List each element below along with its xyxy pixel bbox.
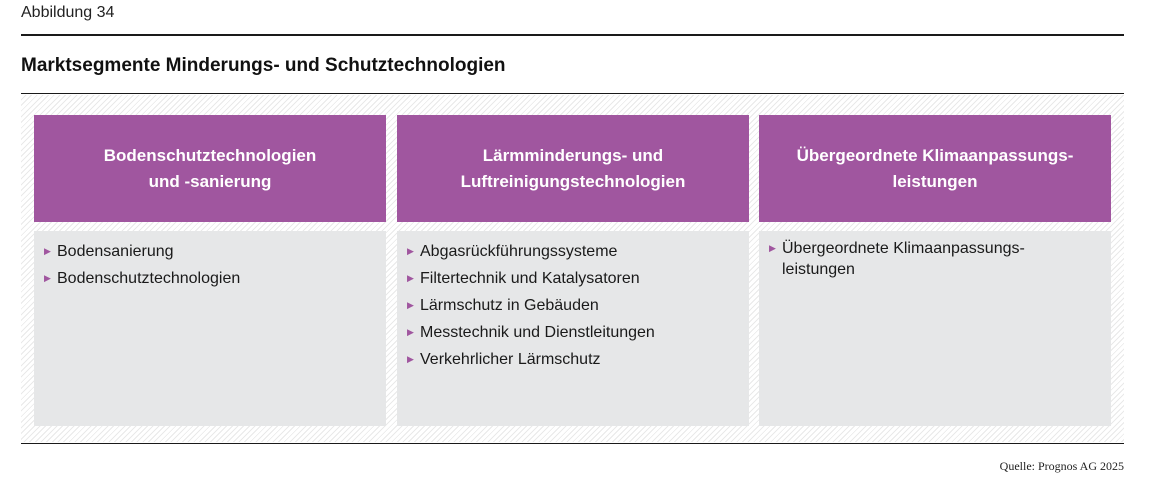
- header-line: Luftreinigungstechnologien: [460, 171, 686, 191]
- item-label: Bodenschutztechnologien: [57, 270, 241, 287]
- bottom-divider: [21, 443, 1124, 444]
- column-header-bodenschutz: [34, 115, 386, 222]
- figure-label: Abbildung 34: [21, 4, 115, 21]
- item-label: Filtertechnik und Katalysatoren: [420, 270, 640, 287]
- item-label: Bodensanierung: [57, 243, 174, 260]
- list-item: [769, 238, 1101, 280]
- header-line: Übergeordnete Klimaanpassungs-: [796, 145, 1074, 165]
- list-item: [407, 319, 739, 346]
- header-line: Lärmminderungs- und: [482, 145, 664, 165]
- title-divider: [21, 93, 1124, 94]
- list-item: [407, 265, 739, 292]
- item-label-line: Übergeordnete Klimaanpassungs-: [782, 240, 1025, 257]
- list-item: [407, 238, 739, 265]
- header-line: Bodenschutztechnologien: [103, 145, 317, 165]
- list-item: [407, 346, 739, 373]
- column-header-laermminderung: [397, 115, 749, 222]
- header-line: und -sanierung: [148, 171, 272, 191]
- triangle-right-icon: ▶: [407, 246, 414, 256]
- item-label: Lärmschutz in Gebäuden: [420, 297, 599, 314]
- item-label-line: leistungen: [782, 261, 855, 278]
- list-item: [44, 238, 376, 265]
- triangle-right-icon: ▶: [407, 327, 414, 337]
- triangle-right-icon: ▶: [407, 300, 414, 310]
- column-body-bodenschutz: [34, 231, 386, 426]
- triangle-right-icon: ▶: [769, 243, 776, 253]
- source-note: Quelle: Prognos AG 2025: [999, 459, 1124, 473]
- item-label: Messtechnik und Dienstleitungen: [420, 324, 655, 341]
- column-body-laermminderung: [397, 231, 749, 426]
- list-item: [44, 265, 376, 292]
- column-body-klimaanpassung: [759, 231, 1111, 426]
- header-line: leistungen: [892, 171, 978, 191]
- triangle-right-icon: ▶: [407, 273, 414, 283]
- column-header-klimaanpassung: [759, 115, 1111, 222]
- top-divider: [21, 34, 1124, 36]
- triangle-right-icon: ▶: [44, 273, 51, 283]
- list-item: [407, 292, 739, 319]
- item-label: Verkehrlicher Lärmschutz: [420, 351, 601, 368]
- figure-title: Marktsegmente Minderungs- und Schutztechnologien: [21, 55, 506, 76]
- triangle-right-icon: ▶: [407, 354, 414, 364]
- item-label: Abgasrückführungssysteme: [420, 243, 618, 260]
- triangle-right-icon: ▶: [44, 246, 51, 256]
